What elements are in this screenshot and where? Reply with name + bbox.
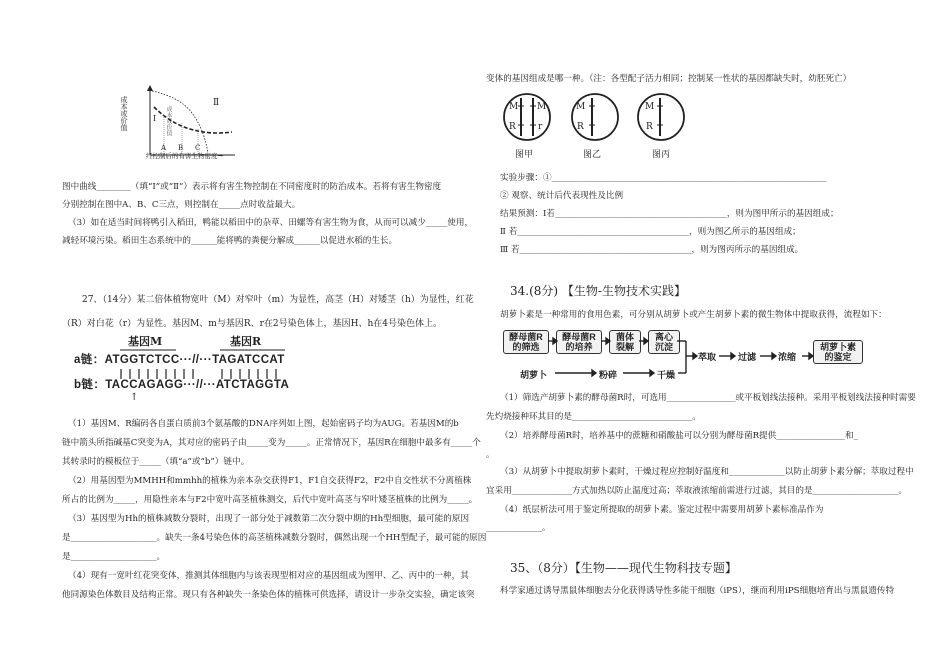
question-line: （3）从胡萝卜中提取胡萝卜素时，干燥过程应控制好温度和_____________以防止胡萝卜素分解；萃取过程中 [500, 467, 914, 477]
question-line: （4）现有一宽叶红花突变体，推测其体细胞内与该表现型相对应的基因组成为图甲、乙、丙中的一种，其 [68, 571, 469, 581]
dna-chain-a: a链：ATGGTCTCC···//···TAGATCCAT [74, 354, 285, 366]
experiment-step-2: ② 观察、统计后代表现性及比例 [500, 191, 624, 201]
paragraph-line: 图中曲线________（填“Ⅰ”或“Ⅱ”）表示将有害生物控制在不同密度时的防治成本。若将有害生物密度 [62, 182, 442, 192]
gene-m-label: 基因M [128, 335, 163, 348]
question-line: _____________。 [486, 523, 551, 533]
result-prediction-1: 结果预测：Ⅰ若________________________________________，则为图甲所示的基因组成； [500, 209, 839, 219]
gene-letter: M [537, 102, 547, 112]
result-prediction-2: Ⅱ 若________________________________________，则为图乙所示的基因组成； [500, 227, 801, 237]
question-line: 是____________________。缺失一条4号染色体的高茎植株减数分裂时，偶然出现一个HH型配子，最可能的原因 [62, 533, 487, 543]
question-27-line: （R）对白花（r）为显性。基因M、m与基因R、r在2号染色体上，基因H、h在4号染色体上。 [62, 319, 443, 329]
graph-x-label: 经控制后的有害生物密度→ [146, 152, 223, 160]
gene-letter: R [509, 122, 516, 132]
question-line: 宜采用______________方式加热以防止温度过高；萃取液浓缩前需进行过滤，其目的是____________________。 [486, 486, 908, 496]
graph-y-label: 成本或价值 [120, 96, 128, 131]
paragraph-line: 分别控制在图中A、B、C三点，则控制在_____点时收益最大。 [62, 200, 301, 210]
flow-step-carrot: 胡萝卜 [520, 370, 548, 380]
result-prediction-3: Ⅲ 若________________________________________，则为图丙所示的基因组成。 [500, 245, 804, 255]
paragraph-line: 变体的基因组成是哪一种。（注：各型配子活力相同；控制某一性状的基因都缺失时，幼胚死亡） [486, 74, 852, 84]
flow-step-filter: 过滤 [738, 352, 757, 362]
question-line: （3）基因型为Hh的植株减数分裂时，出现了一部分处于减数第二次分裂中期的Hh型细胞，最可能的原因 [68, 514, 470, 524]
question-line: 。 [486, 450, 495, 460]
question-line: 先灼烧接种环其目的是____________________________。 [486, 412, 701, 422]
question-line: 其转录时的模板位于_____（填“a”或“b”）链中。 [62, 457, 250, 467]
point-a-label: A [161, 144, 167, 152]
question-27-heading: 27、（14分）某二倍体植物宽叶（M）对窄叶（m）为显性，高茎（H）对矮茎（h）为显性，红花 [82, 295, 474, 305]
gene-letter: R [646, 122, 653, 132]
cell-diagram-yi [570, 92, 620, 142]
figure-caption: 图乙 [583, 150, 602, 160]
mutation-arrow-icon: ↑ [130, 392, 139, 403]
question-34-intro: 胡萝卜素是一种常用的食用色素，可分别从胡萝卜或产生胡萝卜素的微生物体中提取获得，流程如下： [500, 310, 887, 320]
question-line: （2）培养酵母菌R时，培养基中的蔗糖和硝酸盐可以分别为酵母菌R提供________________和_ [500, 431, 858, 441]
curve-ii-label: Ⅱ [213, 98, 220, 108]
point-b-label: B [178, 144, 184, 152]
flow-step-crush: 粉碎 [599, 370, 618, 380]
paragraph-line: （3）如在适当时间将鸭引入稻田，鸭能以稻田中的杂草、田螺等有害生物为食，从而可以减少_____使用， [68, 218, 474, 228]
gene-underline [120, 349, 290, 352]
figure-caption: 图丙 [652, 150, 671, 160]
flow-box-centrifuge: 离心 沉淀 [648, 330, 680, 354]
experiment-steps: 实验步骤：①________________________________________________________________ [500, 173, 827, 183]
flow-box-lysis: 菌体 裂解 [609, 330, 641, 354]
gene-letter: r [538, 122, 543, 132]
question-line: （2）用基因型为MMHH和mmhh的植株为亲本杂交获得F1，F1自交获得F2，F2中自交性状不分离植株 [68, 476, 472, 486]
gene-letter: R [577, 122, 584, 132]
question-34-title: 34.(8分) 【生物-生物技术实践】 [510, 284, 686, 298]
cell-diagram-bing [636, 92, 686, 142]
gene-letter: M [509, 102, 519, 112]
dna-chain-b: b链：TACCAGAGG···//···ATCTAGGTA [74, 379, 290, 391]
flow-arrows [540, 330, 820, 380]
question-line: （1）筛选产胡萝卜素的酵母菌R时，可选用________________或平板划线法接种。采用平板划线法接种时需要 [500, 393, 916, 403]
point-c-label: C [195, 144, 201, 152]
question-line: （1）基因M、R编码各自蛋白质前3个氨基酸的DNA序列如上图，起始密码子均为AUG。若基因M的b [68, 419, 459, 429]
flow-step-dry: 干燥 [657, 370, 676, 380]
flow-box-screening: 酵母菌R 的筛选 [503, 330, 549, 354]
graph-y-label-2: 成本或价值 [165, 106, 172, 136]
question-line: 是____________________。 [62, 552, 166, 562]
paragraph-line: 减轻环境污染。稻田生态系统中的______能将鸭的粪便分解成______以促进水稻的生长。 [62, 236, 398, 246]
question-35-title: 35、（8分）【生物——现代生物科技专题】 [510, 561, 737, 575]
cell-diagram-jia [502, 92, 552, 142]
curve-i-label: Ⅰ [153, 114, 157, 123]
question-line: 他同源染色体数目及结构正常。现只有各种缺失一条染色体的植株可供选择，请设计一步杂交实验，确定该突 [62, 590, 475, 600]
question-line: （4）纸层析法可用于鉴定所提取的胡萝卜素。鉴定过程中需要用胡萝卜素标准品作为 [500, 505, 824, 515]
gene-letter: M [645, 102, 655, 112]
flow-box-identify: 胡萝卜素 的鉴定 [813, 340, 863, 364]
flow-step-extract: 萃取 [698, 352, 717, 362]
gene-r-label: 基因R [230, 335, 262, 348]
figure-caption: 图甲 [515, 150, 534, 160]
flow-box-culture: 酵母菌R 的培养 [556, 330, 602, 354]
flow-step-concentrate: 浓缩 [778, 352, 797, 362]
question-line: 所占的比例为_____，用隐性亲本与F2中宽叶高茎植株测交，后代中宽叶高茎与窄叶矮茎植株的比例为_____。 [62, 495, 478, 505]
question-line: 链中箭头所指碱基C突变为A，其对应的密码子由_____变为_____。正常情况下，基因R在细胞中最多有_____个 [62, 438, 481, 448]
question-35-text: 科学家通过诱导黑鼠体细胞去分化获得诱导性多能干细胞（iPS），继而利用iPS细胞培育出与黑鼠遗传特 [500, 586, 895, 596]
gene-letter: M [576, 102, 586, 112]
